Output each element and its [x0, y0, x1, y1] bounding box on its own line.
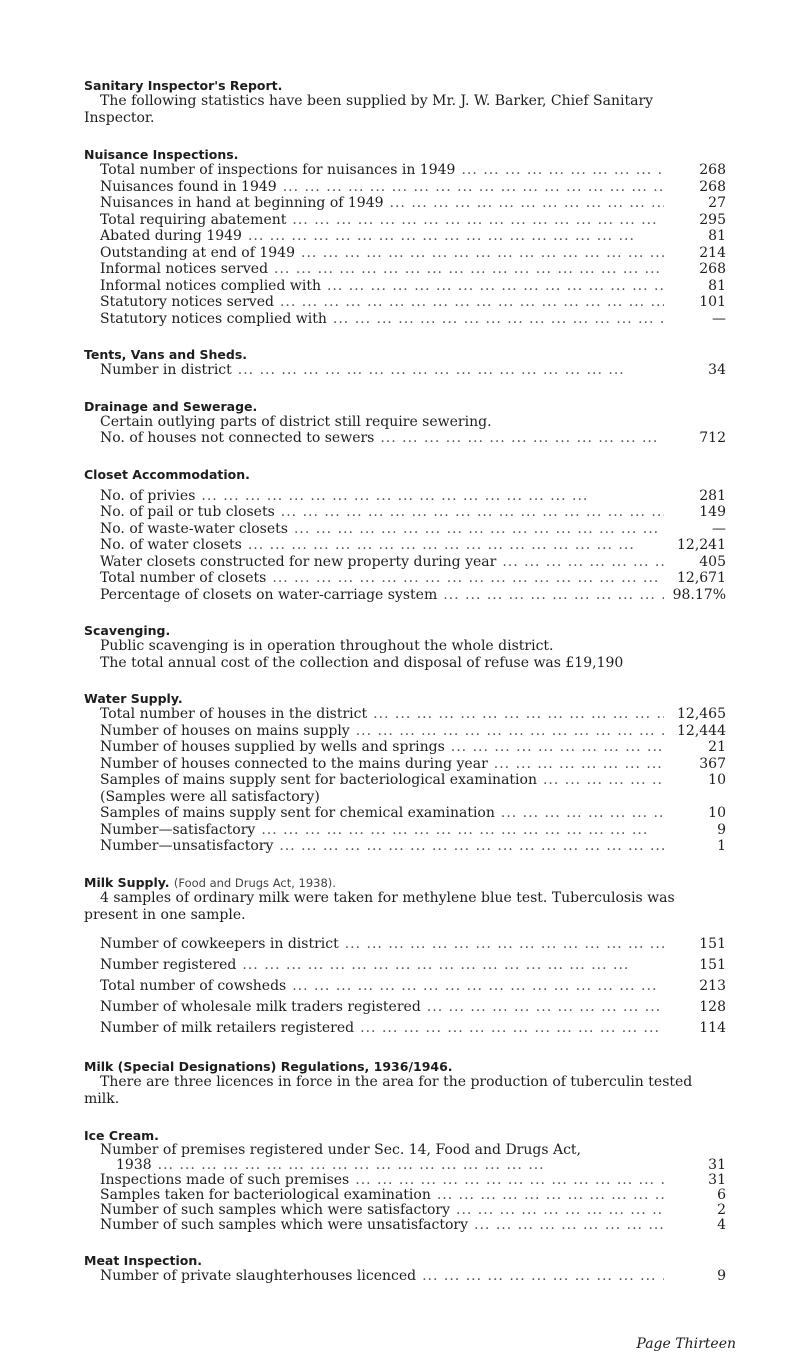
stat-label: Total number of closets	[100, 570, 267, 586]
stat-row	[100, 245, 726, 262]
stat-label: Samples of mains supply sent for chemical examination	[100, 805, 495, 821]
stat-row	[100, 212, 726, 229]
stat-value: 268	[699, 162, 726, 178]
stat-row	[100, 195, 726, 212]
intro-paragraph: The following statistics have been supplied by Mr. J. W. Barker, Chief Sanitary Inspector.	[84, 93, 654, 126]
stat-value: 149	[699, 504, 726, 520]
stat-label: Number of milk retailers registered	[100, 1019, 355, 1036]
stat-row	[100, 570, 726, 587]
page-number: Page Thirteen	[636, 1336, 736, 1352]
stat-value: 268	[699, 261, 726, 277]
drainage-heading: Drainage and Sewerage.	[84, 398, 258, 414]
report-page	[84, 78, 726, 1284]
stat-row	[100, 1173, 726, 1188]
stat-value: 114	[699, 1019, 726, 1036]
stat-label: No. of water closets	[100, 537, 242, 553]
stat-label: Samples of mains supply sent for bacteriological examination	[100, 772, 537, 788]
stat-value: 34	[708, 362, 726, 378]
stat-value: 295	[699, 211, 726, 228]
stat-label: Statutory notices complied with	[100, 310, 327, 327]
stat-value: 151	[699, 935, 726, 952]
ice-cream-section	[84, 1128, 726, 1233]
stat-value: 9	[717, 1267, 726, 1284]
stat-row	[100, 772, 726, 789]
stat-row	[100, 756, 726, 773]
stat-row	[100, 362, 726, 379]
stat-value: 128	[699, 998, 726, 1015]
milk-subheading: (Food and Drugs Act, 1938).	[173, 875, 336, 890]
stat-value: 12,465	[677, 706, 726, 722]
stat-label: Number of such samples which were satisfactory	[100, 1201, 450, 1218]
stat-row	[100, 1018, 726, 1039]
stat-row	[100, 997, 726, 1018]
stat-label: No. of privies	[100, 487, 196, 504]
stat-row	[100, 587, 726, 604]
stat-row	[100, 521, 726, 538]
stat-value: 31	[708, 1171, 726, 1188]
stat-row-wrapped	[100, 1143, 726, 1158]
stat-value: 214	[699, 244, 726, 261]
stat-value: 1	[717, 838, 726, 854]
stat-label: Number of such samples which were unsatisfactory	[100, 1216, 469, 1233]
stat-value: 12,671	[677, 570, 726, 586]
stat-value: 2	[717, 1201, 726, 1218]
stat-row	[100, 261, 726, 278]
stat-value: 101	[699, 294, 726, 310]
stat-row	[100, 537, 726, 554]
drainage-text: Certain outlying parts of district still require sewering.	[100, 413, 492, 430]
water-note: (Samples were all satisfactory)	[100, 788, 320, 805]
stat-label: No. of houses not connected to sewers	[100, 430, 375, 446]
milk-special-paragraph: There are three licences in force in the area for the production of tuberculin tested milk.	[84, 1073, 693, 1107]
stat-value: 9	[717, 821, 726, 838]
scavenging-section	[84, 623, 726, 671]
stat-row	[100, 976, 726, 997]
stat-value: 31	[708, 1156, 726, 1173]
milk-heading: Milk Supply. (Food and Drugs Act, 1938).	[84, 874, 336, 890]
stat-value: 4	[717, 1216, 726, 1233]
stat-value: 151	[699, 956, 726, 973]
stat-label: Number of houses on mains supply	[100, 722, 350, 739]
stat-value: 712	[699, 430, 726, 446]
stat-row	[100, 1188, 726, 1203]
stat-label: Total number of cowsheds	[100, 977, 287, 994]
stat-label: Number of private slaughterhouses licenced	[100, 1267, 417, 1284]
stat-label: No. of waste-water closets	[100, 520, 288, 537]
stat-value: 98.17%	[672, 586, 726, 603]
milk-paragraph: 4 samples of ordinary milk were taken for methylene blue test. Tuberculosis was present in one sample.	[84, 889, 675, 923]
stat-value: 10	[708, 772, 726, 788]
stat-row	[100, 294, 726, 311]
stat-row	[100, 554, 726, 571]
stat-label: Outstanding at end of 1949	[100, 244, 295, 261]
drainage-section	[84, 399, 726, 447]
stat-row	[100, 805, 726, 822]
stat-label: Statutory notices served	[100, 294, 274, 310]
stat-row	[100, 822, 726, 839]
tents-heading: Tents, Vans and Sheds.	[84, 347, 248, 362]
stat-label: Samples taken for bacteriological examination	[100, 1186, 431, 1203]
stat-row	[100, 955, 726, 976]
stat-label: Informal notices served	[100, 261, 269, 277]
stat-label: Number of cowkeepers in district	[100, 935, 339, 952]
stat-row	[100, 1218, 726, 1233]
stat-label: Inspections made of such premises	[100, 1171, 350, 1188]
stat-value: 81	[708, 228, 726, 244]
stat-row	[100, 278, 726, 295]
stat-value: 213	[699, 977, 726, 994]
stat-row	[100, 162, 726, 179]
stat-value: 27	[708, 195, 726, 211]
nuisance-rows	[84, 162, 726, 327]
meat-section	[84, 1253, 726, 1285]
stat-label: Nuisances found in 1949	[100, 178, 277, 195]
stat-row	[100, 179, 726, 196]
stat-value: 281	[699, 487, 726, 504]
stat-label: Number in district	[100, 362, 232, 378]
stat-row	[100, 1203, 726, 1218]
stat-row	[100, 934, 726, 955]
stat-label: Informal notices complied with	[100, 277, 321, 294]
scavenging-cost: The total annual cost of the collection and disposal of refuse was £19,190	[100, 654, 624, 671]
stat-row	[100, 739, 726, 756]
stat-value: 21	[708, 739, 726, 755]
stat-row	[100, 706, 726, 723]
stat-row	[100, 1158, 726, 1173]
stat-label: Percentage of closets on water-carriage system	[100, 586, 438, 603]
stat-value: 405	[699, 553, 726, 570]
milk-special-heading: Milk (Special Designations) Regulations, 1936/1946.	[84, 1058, 453, 1074]
stat-label: Number registered	[100, 956, 237, 973]
stat-row	[100, 504, 726, 521]
stat-value: —	[712, 520, 726, 537]
milk-special-section	[84, 1059, 726, 1108]
stat-value: 12,444	[677, 722, 726, 739]
stat-label: No. of pail or tub closets	[100, 504, 275, 520]
stat-label: 1938	[116, 1156, 152, 1173]
scavenging-line: Public scavenging is in operation throughout the whole district.	[100, 638, 554, 654]
stat-row	[100, 488, 726, 505]
scavenging-heading: Scavenging.	[84, 623, 171, 638]
stat-label: Nuisances in hand at beginning of 1949	[100, 195, 384, 211]
stat-label: Total number of houses in the district	[100, 706, 368, 722]
stat-value: 6	[717, 1186, 726, 1203]
stat-label: Abated during 1949	[100, 228, 242, 244]
stat-label: Total number of inspections for nuisances in 1949	[100, 162, 456, 178]
stat-label: Number of wholesale milk traders registered	[100, 998, 421, 1015]
stat-value: 12,241	[677, 537, 726, 553]
stat-label: Total requiring abatement	[100, 211, 287, 228]
tents-section	[84, 347, 726, 379]
stat-row	[100, 723, 726, 740]
water-section	[84, 691, 726, 855]
stat-label: Number of houses supplied by wells and springs	[100, 739, 445, 755]
closet-section	[84, 467, 726, 604]
stat-value: 367	[699, 755, 726, 772]
closet-heading: Closet Accommodation.	[84, 466, 250, 482]
stat-value: 268	[699, 178, 726, 195]
meat-heading: Meat Inspection.	[84, 1252, 202, 1268]
stat-value: —	[712, 310, 726, 327]
stat-row	[100, 228, 726, 245]
stat-row	[100, 838, 726, 855]
stat-label: Water closets constructed for new property during year	[100, 553, 497, 570]
nuisance-heading: Nuisance Inspections.	[84, 147, 239, 162]
stat-label: Number—satisfactory	[100, 821, 256, 838]
water-heading: Water Supply.	[84, 691, 183, 706]
stat-row	[100, 1268, 726, 1285]
ice-cream-heading: Ice Cream.	[84, 1127, 159, 1143]
nuisance-section	[84, 147, 726, 327]
report-title: Sanitary Inspector's Report.	[84, 78, 283, 93]
milk-section	[84, 875, 726, 1039]
stat-label: Number of houses connected to the mains during year	[100, 755, 488, 772]
stat-value: 10	[708, 805, 726, 821]
stat-label: Number of premises registered under Sec. 14, Food and Drugs Act,	[100, 1141, 581, 1158]
stat-label: Number—unsatisfactory	[100, 838, 274, 854]
stat-row	[100, 430, 726, 447]
stat-value: 81	[708, 277, 726, 294]
stat-row	[100, 311, 726, 328]
